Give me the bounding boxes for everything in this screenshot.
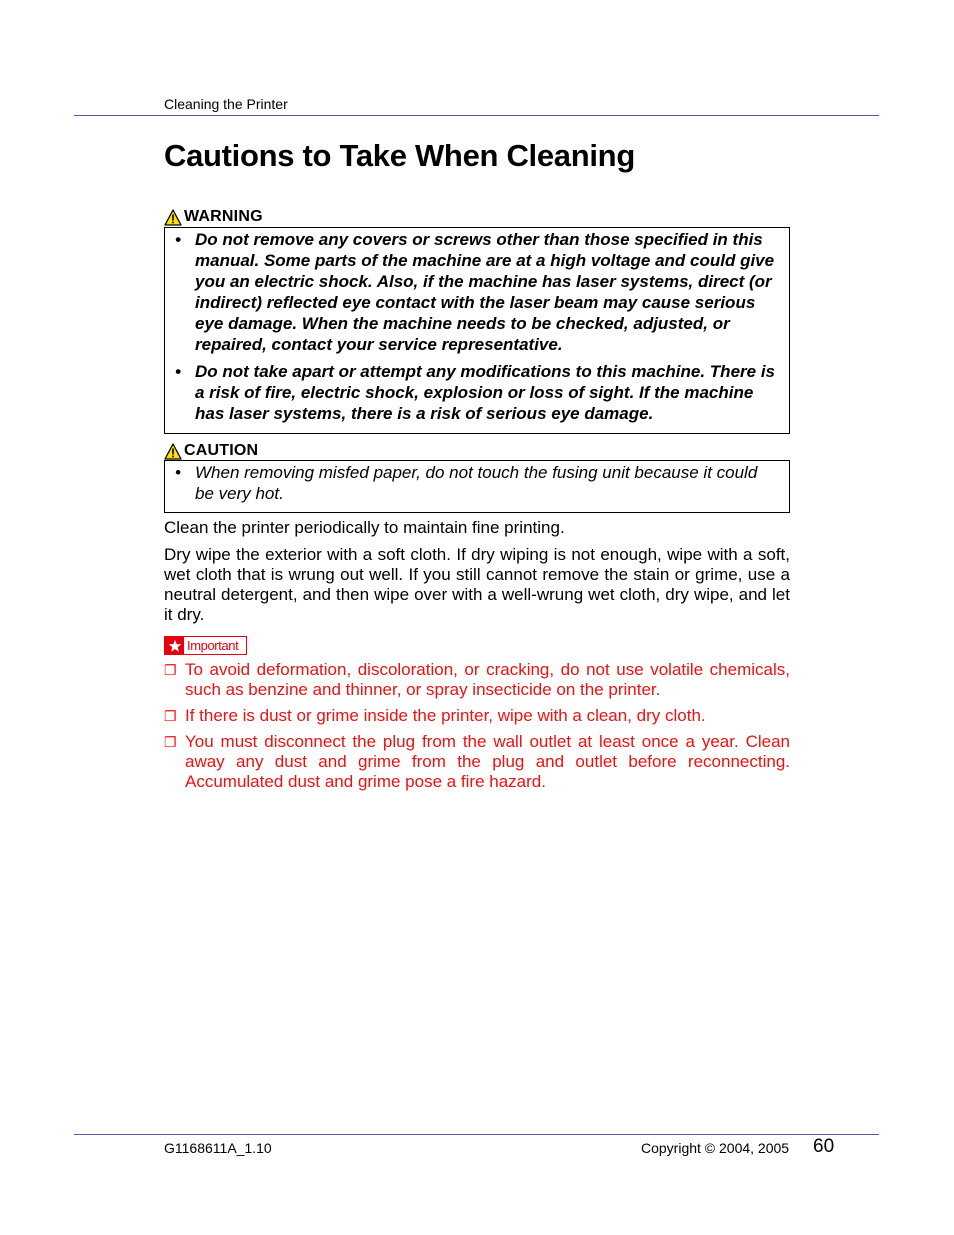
warning-box bbox=[164, 227, 790, 434]
caution-heading bbox=[164, 442, 258, 460]
warning-triangle-icon bbox=[164, 443, 182, 460]
important-item bbox=[164, 660, 790, 700]
warning-item bbox=[175, 229, 777, 355]
star-icon bbox=[165, 637, 184, 654]
important-item-text: If there is dust or grime inside the printer, wipe with a clean, dry cloth. bbox=[185, 706, 706, 725]
page-title: Cautions to Take When Cleaning bbox=[164, 138, 635, 173]
important-badge bbox=[164, 636, 247, 655]
checkbox-icon: ❒ bbox=[164, 734, 177, 750]
body-paragraph: Clean the printer periodically to maintain fine printing. bbox=[164, 518, 565, 537]
document-id: G1168611A_1.10 bbox=[164, 1140, 272, 1156]
footer-rule bbox=[74, 1134, 879, 1135]
warning-item-text: Do not take apart or attempt any modifications to this machine. There is a risk of fire, electric shock, explosion or loss of sight. If the machine has laser systems, there is a risk of serious eye damage. bbox=[195, 362, 775, 423]
checkbox-icon: ❒ bbox=[164, 708, 177, 724]
warning-heading bbox=[164, 208, 263, 226]
caution-item-text: When removing misfed paper, do not touch the fusing unit because it could be very hot. bbox=[195, 463, 758, 503]
important-item-text: To avoid deformation, discoloration, or cracking, do not use volatile chemicals, such as benzine and thinner, or spray insecticide on the printer. bbox=[185, 660, 790, 699]
important-label: Important bbox=[187, 638, 239, 653]
bullet: • bbox=[175, 362, 181, 381]
warning-label: WARNING bbox=[184, 208, 263, 225]
caution-label: CAUTION bbox=[184, 442, 259, 459]
caution-item bbox=[175, 462, 777, 504]
warning-item bbox=[175, 361, 777, 424]
important-item-text: You must disconnect the plug from the wall outlet at least once a year. Clean away any dust and grime from the plug and outlet before reconnecting. Accumulated dust and grime pose a fire hazard. bbox=[185, 732, 790, 791]
copyright: Copyright © 2004, 2005 bbox=[641, 1140, 790, 1156]
bullet: • bbox=[175, 463, 181, 482]
important-item bbox=[164, 732, 790, 792]
checkbox-icon: ❒ bbox=[164, 662, 177, 678]
header-rule bbox=[74, 115, 879, 116]
warning-triangle-icon bbox=[164, 209, 182, 226]
page-number: 60 bbox=[813, 1136, 835, 1157]
important-item bbox=[164, 706, 790, 726]
body-paragraph: Dry wipe the exterior with a soft cloth. If dry wiping is not enough, wipe with a soft, wet cloth that is wrung out well. If you still cannot remove the stain or grime, use a neutral detergent, and then wipe over with a well-wrung wet cloth, dry wipe, and let it dry. bbox=[164, 545, 790, 624]
running-head: Cleaning the Printer bbox=[164, 96, 288, 112]
important-list bbox=[164, 660, 790, 798]
bullet: • bbox=[175, 230, 181, 249]
warning-item-text: Do not remove any covers or screws other than those specified in this manual. Some parts of the machine are at a high voltage and could give you an electric shock. Also, if the machine has laser systems, direct (or indirect) reflected eye contact with the laser beam may cause serious eye damage. When the machine needs to be checked, adjusted, or repaired, contact your service representative. bbox=[195, 230, 775, 354]
caution-box bbox=[164, 460, 790, 513]
